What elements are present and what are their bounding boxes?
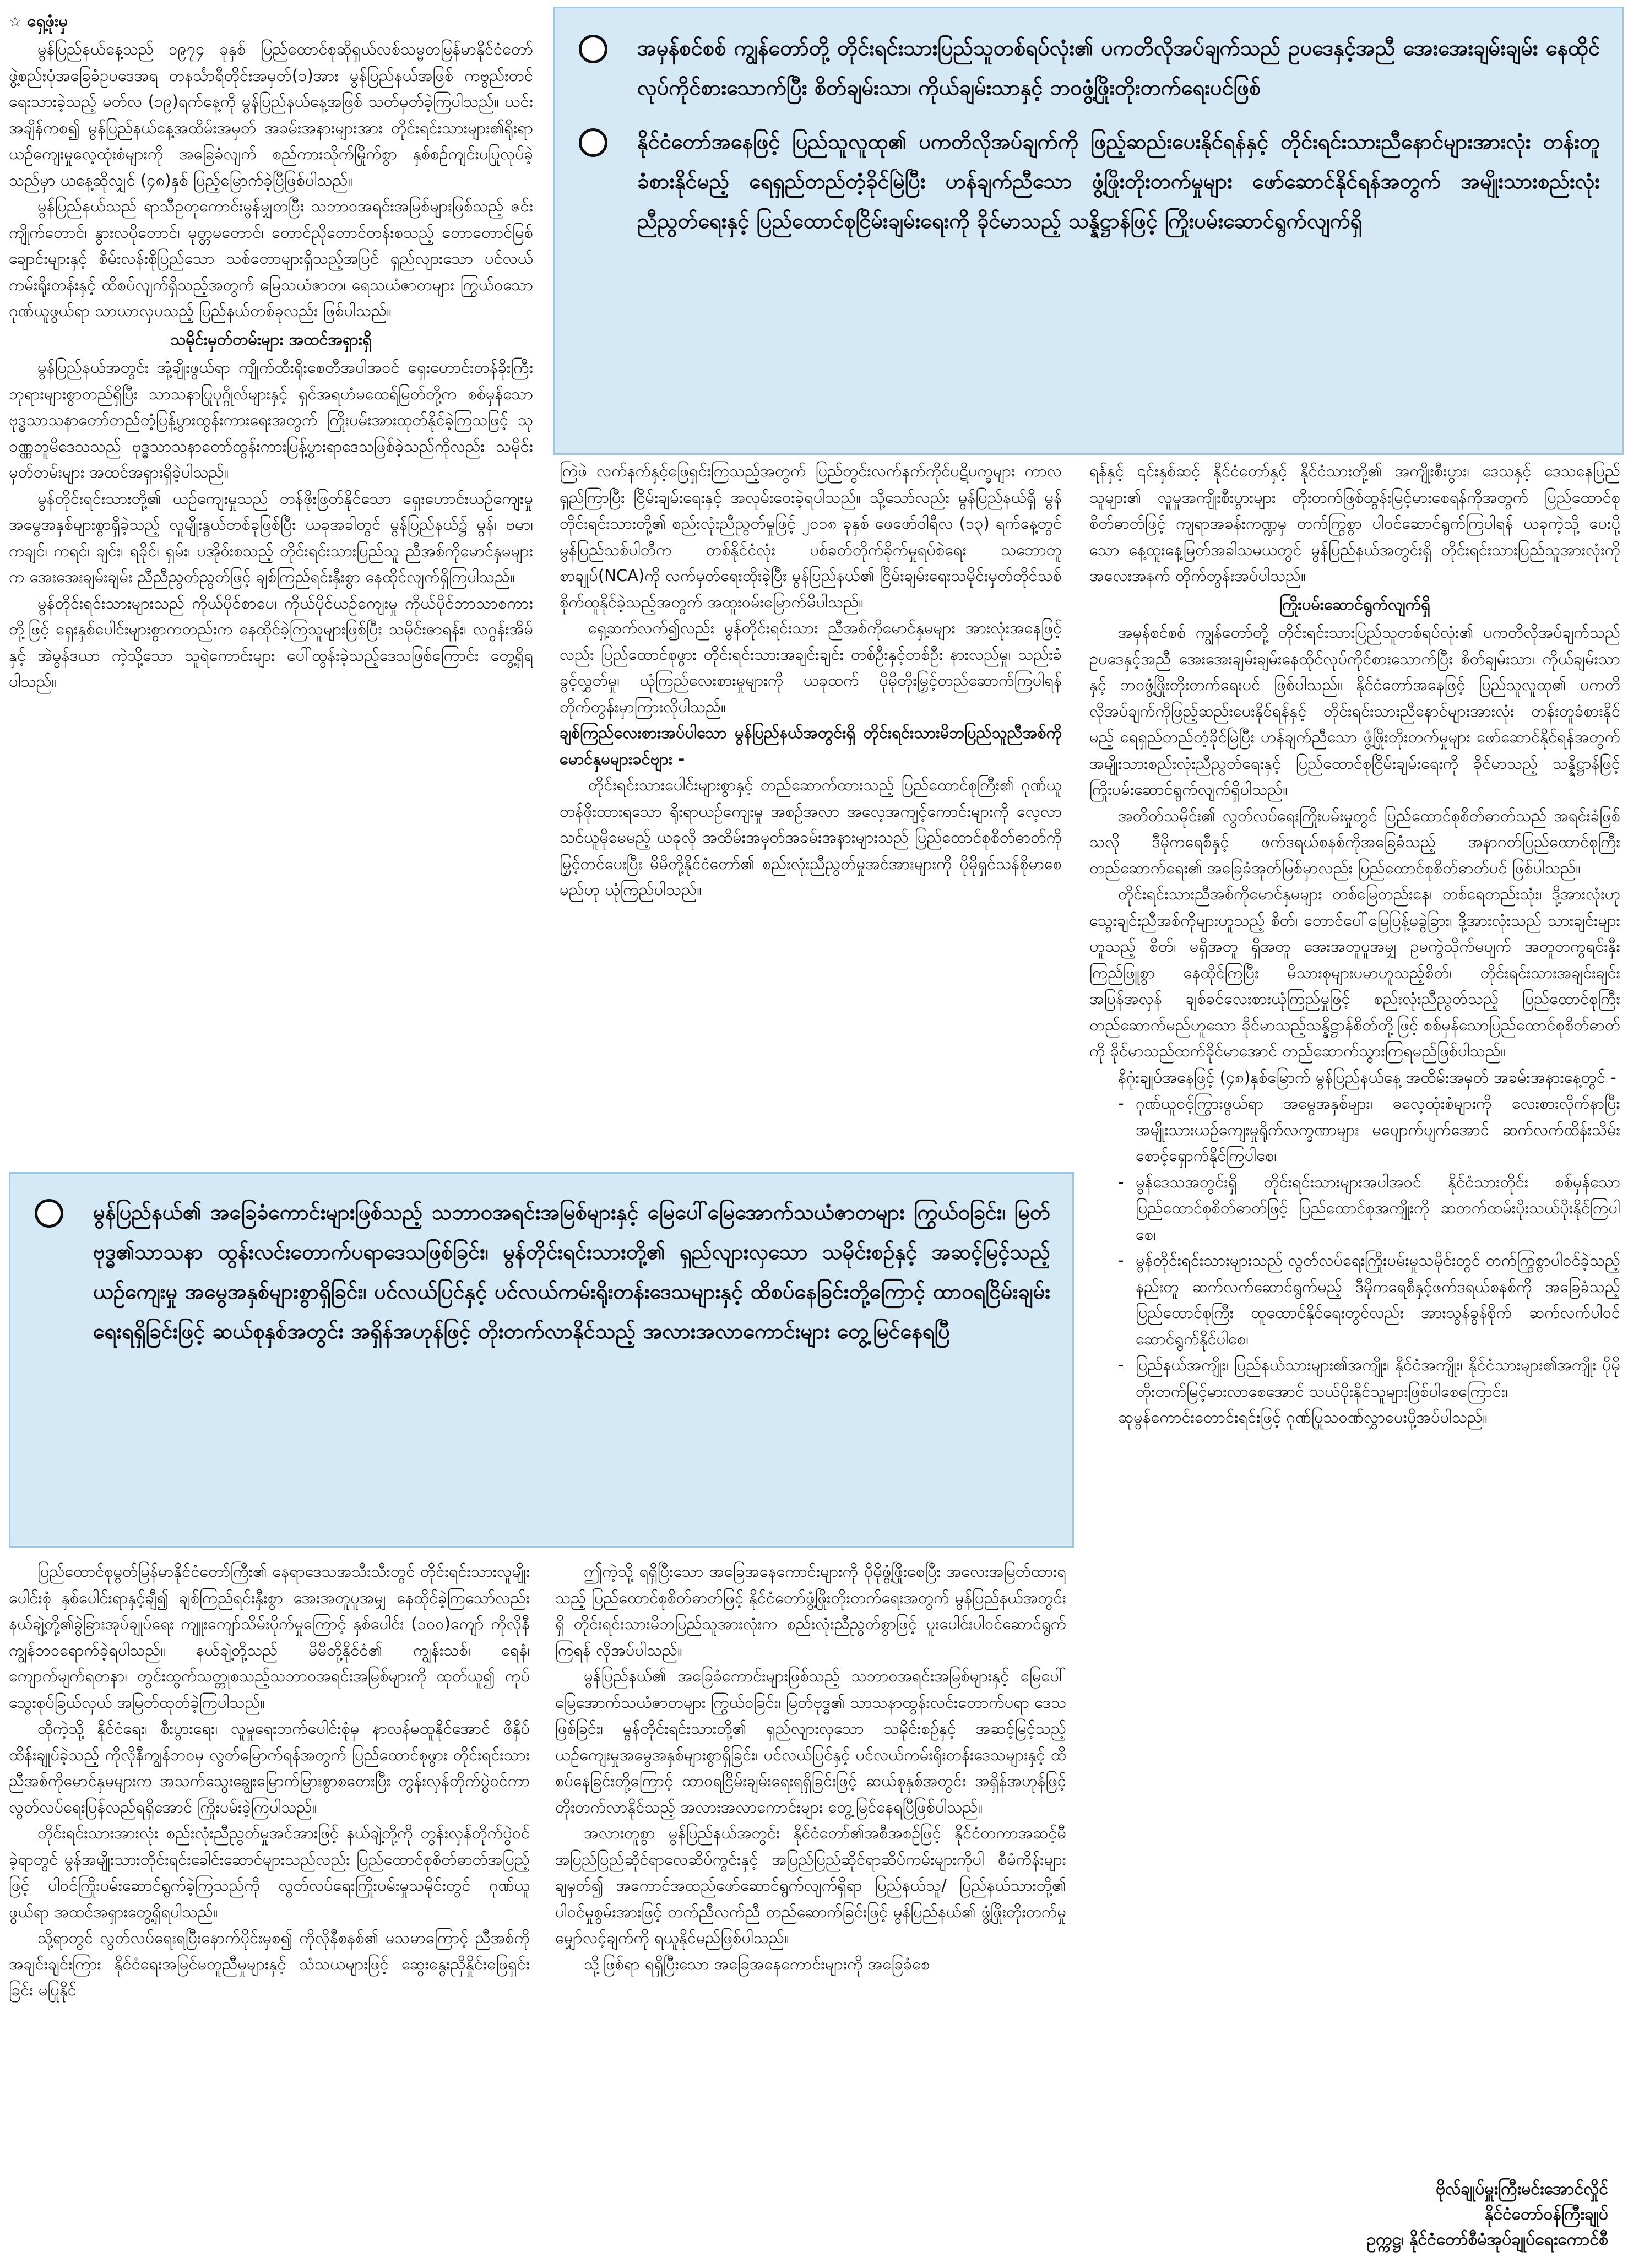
paragraph: အလားတူစွာ မွန်ပြည်နယ်အတွင်း နိုင်ငံတော်၏အစီအစဉ်ဖြင့် နိုင်ငံတကာအဆင့်မီ အပြည်ပြည်ဆိုင်ရာလေဆိပ်ကွင်းနှင့် အပြည်ပြည်ဆိုင်ရာဆိပ်ကမ်းများကိုပါ စီမံကိန်းများချမှတ်၍ အကောင်အထည်ဖော်ဆောင်ရွက်လျက်ရှိရာ ပြည်နယ်သူ/ ပြည်နယ်သားတို့၏ ပါဝင်မှုစွမ်းအားဖြင့် တက်ညီလက်ညီ တည်ဆောက်ခြင်းဖြင့် မွန်ပြည်နယ်၏ ဖွံ့ဖြိုးတိုးတက်မှု မျှော်လင့်ချက်ကို ရယူနိုင်မည်ဖြစ်ပါသည်။: [555, 1824, 1066, 1947]
paragraph: တိုင်းရင်းသားညီအစ်ကိုမောင်နှမများ တစ်မြေတည်းနေ၊ တစ်ရေတည်းသုံး၊ ဒို့အားလုံးဟု သွေးချင်းညီအစ်ကိုများဟူသည့် စိတ်၊ တောင်ပေါ်မြေပြန့်မခွဲခြား၊ ဒို့အားလုံးသည် သားချင်းများဟူသည့် စိတ်၊ မရှိအတူ ရှိအတူ အေးအတူပူအမျှ ဥမကွဲသိုက်မပျက် အတူတကွရင်းနှီးကြည်ဖြူစွာ နေထိုင်ကြပြီး မိသားစုများပမာဟူသည့်စိတ်၊ တိုင်းရင်းသားအချင်းချင်း အပြန်အလှန် ချစ်ခင်လေးစားယုံကြည်မှုဖြင့် စည်းလုံးညီညွတ်သည့် ပြည်ထောင်စုကြီး တည်ဆောက်မည်ဟူသော ခိုင်မာသည့်သန္နိဋ္ဌာန်စိတ်တို့ဖြင့် စစ်မှန်သောပြည်ထောင်စုစိတ်ဓာတ်ကို ခိုင်မာသည်ထက်ခိုင်မာအောင် တည်ဆောက်သွားကြရမည်ဖြစ်ပါသည်။: [1089, 885, 1620, 1060]
paragraph: ဤကဲ့သို့ ရရှိပြီးသော အခြေအနေကောင်းများကို ပိုမိုဖွံ့ဖြိုးစေပြီး အလေးအမြတ်ထားရသည့် ပြည်ထောင်စုစိတ်ဓာတ်ဖြင့် နိုင်ငံတော်ဖွံ့ဖြိုးတိုးတက်ရေးအတွက် မွန်ပြည်နယ်အတွင်းရှိ တိုင်းရင်းသားမိဘပြည်သူအားလုံးက စည်းလုံးညီညွတ်စွာဖြင့် ပူးပေါင်းပါဝင်ဆောင်ရွက်ကြရန် လိုအပ်ပါသည်။: [555, 1562, 1066, 1659]
circle-bullet-icon: [579, 35, 607, 63]
paragraph: အတိတ်သမိုင်း၏ လွတ်လပ်ရေးကြိုးပမ်းမှုတွင် ပြည်ထောင်စုစိတ်ဓာတ်သည် အရင်းခံဖြစ်သလို ဒီမိုကရေစီနှင့် ဖက်ဒရယ်စနစ်ကိုအခြေခံသည့် အနာဂတ်ပြည်ထောင်စုကြီး တည်ဆောက်ရေး၏ အခြေခံအုတ်မြစ်မှာလည်း ပြည်ထောင်စုစိတ်ဓာတ်ပင် ဖြစ်ပါသည်။: [1089, 806, 1620, 877]
circle-bullet-icon: [579, 128, 607, 157]
paragraph: မွန်ပြည်နယ်နေ့သည် ၁၉၇၄ ခုနှစ် ပြည်ထောင်စုဆိုရှယ်လစ်သမ္မတမြန်မာနိုင်ငံတော် ဖွဲ့စည်းပုံအခြေခံဥပဒေအရ တနင်္သာရီတိုင်းအမှတ်(၁)အား မွန်ပြည်နယ်အဖြစ် ကဗွည်းတင်ရေးသားခဲ့သည့် မတ်လ (၁၉)ရက်နေ့ကို မွန်ပြည်နယ်နေ့အဖြစ် သတ်မှတ်ခဲ့ကြပါသည်။ ယင်းအချိန်ကစ၍ မွန်ပြည်နယ်နေ့အထိမ်းအမှတ် အခမ်းအနားများအား တိုင်းရင်းသားများ၏ရိုးရာယဉ်ကျေးမှုလေ့ထုံးစံများကို အခြေခံလျက် စည်ကားသိုက်မြိုက်စွာ နှစ်စဉ်ကျင်းပပြုလုပ်ခဲ့သည်မှာ ယနေ့ဆိုလျှင် (၄၈)နှစ် ပြည့်မြောက်ခဲ့ပြီဖြစ်ပါသည်။: [9, 40, 533, 189]
highlight-item: [10, 1192, 1072, 1351]
highlight-text: မွန်ပြည်နယ်၏ အခြေခံကောင်းများဖြစ်သည့် သဘာဝအရင်းအမြစ်များနှင့် မြေပေါ်မြေအောက်သယံဇာတများ ကြွယ်ဝခြင်း၊ မြတ်ဗုဒ္ဓ၏သာသနာ ထွန်းလင်းတောက်ပရာဒေသဖြစ်ခြင်း၊ မွန်တိုင်းရင်းသားတို့၏ ရှည်လျားလှသော သမိုင်းစဉ်နှင့် အဆင့်မြင့်သည့်ယဉ်ကျေးမှု အမွေအနှစ်များစွာရှိခြင်း၊ ပင်လယ်ပြင်နှင့် ပင်လယ်ကမ်းရိုးတန်းဒေသများနှင့် ထိစပ်နေခြင်းတို့ကြောင့် ထာဝရငြိမ်းချမ်းရေးရရှိခြင်းဖြင့် ဆယ်စုနှစ်အတွင်း အရှိန်အဟုန်ဖြင့် တိုးတက်လာနိုင်သည့် အလားအလာကောင်းများ တွေ့မြင်နေရပြီ: [93, 1200, 1050, 1343]
circle-bullet-icon: [35, 1199, 63, 1228]
highlight-text: နိုင်ငံတော်အနေဖြင့် ပြည်သူလူထု၏ ပကတိလိုအပ်ချက်ကို ဖြည့်ဆည်းပေးနိုင်ရန်နှင့် တိုင်းရင်းသားညီနောင်များအားလုံး တန်းတူခံစားနိုင်မည့် ရေရှည်တည်တံ့ခိုင်မြဲပြီး ဟန်ချက်ညီသော ဖွံ့ဖြိုးတိုးတက်မှုများ ဖော်ဆောင်နိုင်ရန်အတွက် အမျိုးသားစည်းလုံးညီညွတ်ရေးနှင့် ပြည်ထောင်စုငြိမ်းချမ်းရေးကို ခိုင်မာသည့် သန္နိဋ္ဌာန်ဖြင့် ကြိုးပမ်းဆောင်ရွက်လျက်ရှိ: [637, 129, 1600, 233]
paragraph: အမှန်စင်စစ် ကျွန်တော်တို့ တိုင်းရင်းသားပြည်သူတစ်ရပ်လုံး၏ ပကတိလိုအပ်ချက်သည် ဥပဒေနှင့်အညီ အေးအေးချမ်းချမ်းနေထိုင်လုပ်ကိုင်စားသောက်ပြီး စိတ်ချမ်းသာ၊ ကိုယ်ချမ်းသာနှင့် ဘဝဖွံ့ဖြိုးတိုးတက်ရေးပင် ဖြစ်ပါသည်။ နိုင်ငံတော်အနေဖြင့် ပြည်သူလူထု၏ ပကတိလိုအပ်ချက်ကိုဖြည့်ဆည်းပေးနိုင်ရန်နှင့် တိုင်းရင်းသားညီနောင်များအားလုံး တန်းတူခံစားနိုင်မည့် ရေရှည်တည်တံ့ခိုင်မြဲပြီး ဟန်ချက်ညီသော ဖွံ့ဖြိုးတိုးတက်မှုများ ဖော်ဆောင်နိုင်ရန်အတွက် အမျိုးသားစည်းလုံးညီညွတ်ရေးနှင့် ပြည်ထောင်စုငြိမ်းချမ်းရေးကို ခိုင်မာသည့် သန္နိဋ္ဌာန်ဖြင့် ကြိုးပမ်းဆောင်ရွက်လျက်ရှိပါသည်။: [1089, 623, 1620, 799]
bullet-item: - ပြည်နယ်အကျိုး၊ ပြည်နယ်သားများ၏အကျိုး၊ နိုင်ငံအကျိုး၊ နိုင်ငံသားများ၏အကျိုး ပိုမိုတိုးတက်မြင့်မားလာစေအောင် သယ်ပိုးနိုင်သူများဖြစ်ပါစေကြောင်း၊: [1089, 1352, 1620, 1404]
column-1-top: [9, 36, 533, 1154]
signatory-title: နိုင်ငံတော်ဝန်ကြီးချုပ်: [1484, 2205, 1608, 2224]
continued-from-front-label: [9, 10, 68, 33]
column-3: [1089, 458, 1620, 2066]
paragraph: တိုင်းရင်းသားပေါင်းများစွာနှင့် တည်ဆောက်ထားသည့် ပြည်ထောင်စုကြီး၏ ဂုဏ်ယူတန်ဖိုးထားရသော ရိုးရာယဉ်ကျေးမှု အစဉ်အလာ အလေ့အကျင့်ကောင်းများကို လေ့လာသင်ယူမိုမေမည့် ယခုလို အထိမ်းအမှတ်အခမ်းအနားများသည် ပြည်ထောင်စုစိတ်ဓာတ်ကို မြှင့်တင်ပေးပြီး မိမိတို့နိုင်ငံတော်၏ စည်းလုံးညီညွတ်မှုအင်အားများကို ပိုမိုရှင်သန်စိုမာစေမည်ဟု ယုံကြည်ပါသည်။: [560, 775, 1062, 899]
column-2-top: [560, 458, 1062, 1153]
column-2-bottom: [555, 1559, 1066, 2261]
paragraph: ထိုကဲ့သို့ နိုင်ငံရေး၊ စီးပွားရေး၊ လူမှုရေးဘက်ပေါင်းစုံမှ နာလန်မထူနိုင်အောင် ဖိနှိပ်ထိန်းချုပ်ခဲ့သည့် ကိုလိုနီကျွန်ဘဝမှ လွတ်မြောက်ရန်အတွက် ပြည်ထောင်စုဖွား တိုင်းရင်းသားညီအစ်ကိုမောင်နှမများက အသက်သွေးချွေးမြောက်မြားစွာစတေးပြီး တွန်းလှန်တိုက်ပွဲဝင်ကာ လွတ်လပ်ရေးပြန်လည်ရရှိအောင် ကြိုးပမ်းခဲ့ကြပါသည်။: [9, 1719, 530, 1816]
top-highlight-box: [553, 7, 1624, 455]
paragraph: မွန်ပြည်နယ်အတွင်း အုံ့ချိုးဖွယ်ရာ ကျိုက်ထီးရိုးစေတီအပါအဝင် ရှေးဟောင်းတန်ခိုးကြီးဘုရားများစွာတည်ရှိပြီး သာသနာပြုပုဂ္ဂိုလ်များနှင့် ရှင်အရဟံမထေရ်မြတ်တို့က စစ်မှန်သော ဗုဒ္ဓသာသနာတော်တည်တံ့ပြန့်ပွားထွန်းကားရေးအတွက် ကြိုးပမ်းအားထုတ်နိုင်ခဲ့ကြသဖြင့် သုဝဏ္ဏဘူမိဒေသသည် ဗုဒ္ဓသာသနာတော်ထွန်းကားပြန့်ပွားရာဒေသဖြစ်ခဲ့သည်ကိုလည်း သမိုင်းမှတ်တမ်းများ အထင်အရှားရှိခဲ့ပါသည်။: [9, 358, 533, 481]
middle-highlight-box: [9, 1172, 1074, 1548]
paragraph: ကြဲဖဲ လက်နက်နှင့်ဖြေရှင်းကြသည့်အတွက် ပြည်တွင်းလက်နက်ကိုင်ပဋိပက္ခများ ကာလရှည်ကြာပြီး ငြိမ်းချမ်းရေးနှင့် အလုမ်းဝေးခဲ့ရပါသည်။ သို့သော်လည်း မွန်ပြည်နယ်ရှိ မွန်တိုင်းရင်းသားတို့၏ စည်းလုံးညီညွတ်မှုဖြင့် ၂၀၁၈ ခုနှစ် ဖေဖော်ဝါရီလ (၁၃) ရက်နေ့တွင် မွန်ပြည်သစ်ပါတီက တစ်နိုင်ငံလုံး ပစ်ခတ်တိုက်ခိုက်မှုရပ်စဲရေး သဘောတူစာချုပ်(NCA)ကို လက်မှတ်ရေးထိုးခဲ့ပြီး မွန်ပြည်နယ်၏ ငြိမ်းချမ်းရေးသမိုင်းမှတ်တိုင်သစ် စိုက်ထူနိုင်ခဲ့သည့်အတွက် အထူးဝမ်းမြောက်မိပါသည်။: [560, 462, 1062, 611]
paragraph: နိဂုံးချုပ်အနေဖြင့် (၄၈)နှစ်မြောက် မွန်ပြည်နယ်နေ့ အထိမ်းအမှတ် အခမ်းအနားနေ့တွင် -: [1118, 1067, 1616, 1087]
continued-label-text: ရှေ့ဖုံးမှ: [27, 12, 68, 30]
paragraph: တိုင်းရင်းသားအားလုံး စည်းလုံးညီညွတ်မှုအင်အားဖြင့် နယ်ချဲ့တို့ကို တွန်းလှန်တိုက်ပွဲဝင်ခဲ့ရာတွင် မွန်အမျိုးသားတိုင်းရင်းခေါင်းဆောင်များသည်လည်း ပြည်ထောင်စုစိတ်ဓာတ်အပြည့်ဖြင့် ပါဝင်ကြိုးပမ်းဆောင်ရွက်ခဲ့ကြသည်ကို လွတ်လပ်ရေးကြိုးပမ်းမှုသမိုင်းတွင် ဂုဏ်ယူဖွယ်ရာ အထင်အရှားတွေ့ရှိရပါသည်။: [9, 1824, 530, 1921]
section-heading: သမိုင်းမှတ်တမ်းများ အထင်အရှားရှိ: [170, 329, 372, 349]
section-heading: ချစ်ကြည်လေးစားအပ်ပါသော မွန်ပြည်နယ်အတွင်းရှိ တိုင်းရင်းသားမိဘပြည်သူညီအစ်ကို မောင်နှမများခင်ဗျား -: [560, 723, 1062, 768]
bullet-item: - မွန်တိုင်းရင်းသားများသည် လွတ်လပ်ရေးကြိုးပမ်းမှုသမိုင်းတွင် တက်ကြွစွာပါဝင်ခဲ့သည့်နည်းတူ ဆက်လက်ဆောင်ရွက်မည့် ဒီမိုကရေစီနှင့်ဖက်ဒရယ်စနစ်ကို အခြေခံသည့် ပြည်ထောင်စုကြီး ထူထောင်နိုင်ရေးတွင်လည်း အားသွန်ခွန်စိုက် ဆက်လက်ပါဝင်ဆောင်ရွက်နိုင်ပါစေ၊: [1089, 1247, 1620, 1352]
highlight-item: [555, 28, 1622, 107]
paragraph: ပြည်ထောင်စုမွတ်မြန်မာနိုင်ငံတော်ကြီး၏ နေရာဒေသအသီးသီးတွင် တိုင်းရင်းသားလူမျိုးပေါင်းစုံ နှစ်ပေါင်းရာနှင့်ချီ၍ ချစ်ကြည်ရင်းနှီးစွာ အေးအတူပူအမျှ နေထိုင်ခဲ့ကြသော်လည်း နယ်ချဲ့တို့၏ခွဲခြားအုပ်ချုပ်ရေး ကျူးကျော်သိမ်းပိုက်မှုကြောင့် နှစ်ပေါင်း (၁၀၀)ကျော် ကိုလိုနီကျွန်ဘဝရောက်ခဲ့ရပါသည်။ နယ်ချဲ့တို့သည် မိမိတို့နိုင်ငံ၏ ကျွန်းသစ်၊ ရေနံ၊ ကျောက်မျက်ရတနာ၊ တွင်းထွက်သတ္တုစသည့်သဘာဝအရင်းအမြစ်များကို ထုတ်ယူ၍ ကုပ်သွေးစုပ်ခြယ်လှယ် အမြတ်ထုတ်ခဲ့ကြပါသည်။: [9, 1562, 530, 1712]
paragraph: မွန်ပြည်နယ်၏ အခြေခံကောင်းများဖြစ်သည့် သဘာဝအရင်းအမြစ်များနှင့် မြေပေါ်မြေအောက်သယံဇာတများ ကြွယ်ဝခြင်း၊ မြတ်ဗုဒ္ဓ၏ သာသနာထွန်းလင်းတောက်ပရာ ဒေသဖြစ်ခြင်း၊ မွန်တိုင်းရင်းသားတို့၏ ရှည်လျားလှသော သမိုင်းစဉ်နှင့် အဆင့်မြင့်သည့် ယဉ်ကျေးမှုအမွေအနှစ်များစွာရှိခြင်း၊ ပင်လယ်ပြင်နှင့် ပင်လယ်ကမ်းရိုးတန်းဒေသများနှင့် ထိစပ်နေခြင်းတို့ကြောင့် ထာဝရငြိမ်းချမ်းရေးရရှိခြင်းဖြင့် ဆယ်စုနှစ်အတွင်း အရှိန်အဟုန်ဖြင့် တိုးတက်လာနိုင်သည့် အလားအလာကောင်းများ တွေ့မြင်နေရပြီဖြစ်ပါသည်။: [555, 1667, 1066, 1816]
bullet-item: - ဂုဏ်ယူဝင့်ကြွားဖွယ်ရာ အမွေအနှစ်များ၊ ဓလေ့ထုံးစံများကို လေးစားလိုက်နာပြီး အမျိုးသားယဉ်ကျေးမှုရိုက်လက္ခဏာများ မပျောက်ပျက်အောင် ဆက်လက်ထိန်းသိမ်းစောင့်ရှောက်နိုင်ကြပါစေ၊: [1089, 1090, 1620, 1169]
paragraph: မွန်တိုင်းရင်းသားများသည် ကိုယ်ပိုင်စာပေ၊ ကိုယ်ပိုင်ယဉ်ကျေးမှု ကိုယ်ပိုင်ဘာသာစကားတို့ဖြင့် ရှေးနှစ်ပေါင်းများစွာကတည်းက နေထိုင်ခဲ့ကြသူများဖြစ်ပြီး သမိုင်းဇာရန်း၊ လဂွန်းအိမ်နှင့် အဲမွန်ဒယာ ကဲ့သို့သော သူရဲကောင်းများ ပေါ်ထွန်းခဲ့သည့်ဒေသဖြစ်ကြောင်း တွေ့ရှိရပါသည်။: [9, 593, 533, 691]
paragraph: မွန်ပြည်နယ်သည် ရာသီဥတုကောင်းမွန်မျှတပြီး သဘာဝအရင်းအမြစ်များဖြစ်သည့် ဇင်းကျိုက်တောင်၊ နွားလပိုတောင်၊ မုတ္တမတောင်၊ တောင်ညိုတောင်တန်းစသည့် တောတောင်မြစ်ချောင်းများနှင့် စိမ်းလန်းစိုပြည်သော သစ်တောများရှိသည့်အပြင် ရှည်လျားသော ပင်လယ်ကမ်းရိုးတန်းနှင့် ထိစပ်လျက်ရှိသည့်အတွက် မြေသယံဇာတ၊ ရေသယံဇာတများ ကြွယ်ဝသောဂုဏ်ယူဖွယ်ရာ သာယာလှပသည့် ပြည်နယ်တစ်ခုလည်း ဖြစ်ပါသည်။: [9, 197, 533, 320]
paragraph: မွန်တိုင်းရင်းသားတို့၏ ယဉ်ကျေးမှုသည် တန်ဖိုးဖြတ်နိုင်သော ရှေးဟောင်းယဉ်ကျေးမှုအမွေအနှစ်များစွာရှိခဲ့သည့် လူမျိုးနွယ်တစ်ခုဖြစ်ပြီး ယခုအခါတွင် မွန်ပြည်နယ်၌ မွန်၊ ဗမာ၊ ကချင်၊ ကရင်၊ ချင်း၊ ရခိုင်၊ ရှမ်း၊ ပအိုဝ်းစသည့် တိုင်းရင်းသားပြည်သူ ညီအစ်ကိုမောင်နှမများက အေးအေးချမ်းချမ်း ညီညီညွတ်ညွတ်ဖြင့် ချစ်ကြည်ရင်းနှီးစွာ နေထိုင်လျက်ရှိကြပါသည်။: [9, 489, 533, 586]
star-icon: ☆: [9, 14, 22, 30]
bullet-item: - မွန်ဒေသအတွင်းရှိ တိုင်းရင်းသားများအပါအဝင် နိုင်ငံသားတိုင်း စစ်မှန်သော ပြည်ထောင်စုစိတ်ဓာတ်ဖြင့် ပြည်ထောင်စုအကျိုးကို ဆတက်ထမ်းပိုးသယ်ပိုးနိုင်ကြပါစေ၊: [1089, 1169, 1620, 1248]
column-1-bottom: [9, 1559, 530, 2261]
highlight-text: အမှန်စင်စစ် ကျွန်တော်တို့ တိုင်းရင်းသားပြည်သူတစ်ရပ်လုံး၏ ပကတိလိုအပ်ချက်သည် ဥပဒေနှင့်အညီ အေးအေးချမ်းချမ်း နေထိုင်လုပ်ကိုင်စားသောက်ပြီး စိတ်ချမ်းသာ၊ ကိုယ်ချမ်းသာနှင့် ဘဝဖွံ့ဖြိုးတိုးတက်ရေးပင်ဖြစ်: [637, 36, 1600, 100]
signature-block: [1124, 2177, 1608, 2259]
highlight-item: [555, 122, 1622, 241]
closing-line: ဆုမွန်ကောင်းတောင်းရင်းဖြင့် ဂုဏ်ပြုသဝဏ်လွှာပေးပို့အပ်ပါသည်။: [1118, 1408, 1488, 1426]
signatory-name: ဗိုလ်ချုပ်မှူးကြီးမင်းအောင်လှိုင်: [1436, 2179, 1608, 2199]
paragraph: ရန်နှင့် ၎င်းနှစ်ဆင့် နိုင်ငံတော်နှင့် နိုင်ငံသားတို့၏ အကျိုးစီးပွား၊ ဒေသနှင့် ဒေသနေပြည်သူများ၏ လူမှုအကျိုးစီးပွားများ တိုးတက်ဖြစ်ထွန်းမြင့်မားစေရန်ကိုအတွက် ပြည်ထောင်စုစိတ်ဓာတ်ဖြင့် ကျရာအခန်းကဏ္ဍမှ တက်ကြွစွာ ပါဝင်ဆောင်ရွက်ကြပါရန် ယခုကဲ့သို့ ပေးပို့သော နေ့ထူးနေ့မြတ်အခါသမယတွင် မွန်ပြည်နယ်အတွင်းရှိ တိုင်းရင်းသားပြည်သူအားလုံးကို အလေးအနက် တိုက်တွန်းအပ်ပါသည်။: [1089, 462, 1620, 585]
section-heading: ကြိုးပမ်းဆောင်ရွက်လျက်ရှိ: [1279, 594, 1430, 614]
signatory-office: ဥက္ကဋ္ဌ၊ နိုင်ငံတော်စီမံအုပ်ချုပ်ရေးကောင်စီ: [1366, 2230, 1608, 2249]
paragraph: ရှေ့ဆက်လက်၍လည်း မွန်တိုင်းရင်းသား ညီအစ်ကိုမောင်နှမများ အားလုံးအနေဖြင့်လည်း ပြည်ထောင်စုဖွား တိုင်းရင်းသားအချင်းချင်း တစ်ဦးနှင့်တစ်ဦး နားလည်မှု၊ သည်းခံခွင့်လွှတ်မှု၊ ယုံကြည်လေးစားမှုများကို ယခုထက် ပိုမိုတိုးမြှင့်တည်ဆောက်ကြပါရန် တိုက်တွန်းမှာကြားလိုပါသည်။: [560, 618, 1062, 716]
paragraph: သို့ဖြစ်ရာ ရရှိပြီးသော အခြေအနေကောင်းများကို အခြေခံစေ: [584, 1954, 930, 1973]
paragraph: သို့ရာတွင် လွတ်လပ်ရေးရပြီးနောက်ပိုင်းမှစ၍ ကိုလိုနီစနစ်၏ မသမာကြောင့် ညီအစ်ကိုအချင်းချင်းကြား နိုင်ငံရေးအမြင်မတူညီမှုများနှင့် သံသယများဖြင့် ဆွေးနွေးညှိနှိုင်းဖြေရှင်းခြင်း မပြုနိုင်: [9, 1928, 530, 1999]
